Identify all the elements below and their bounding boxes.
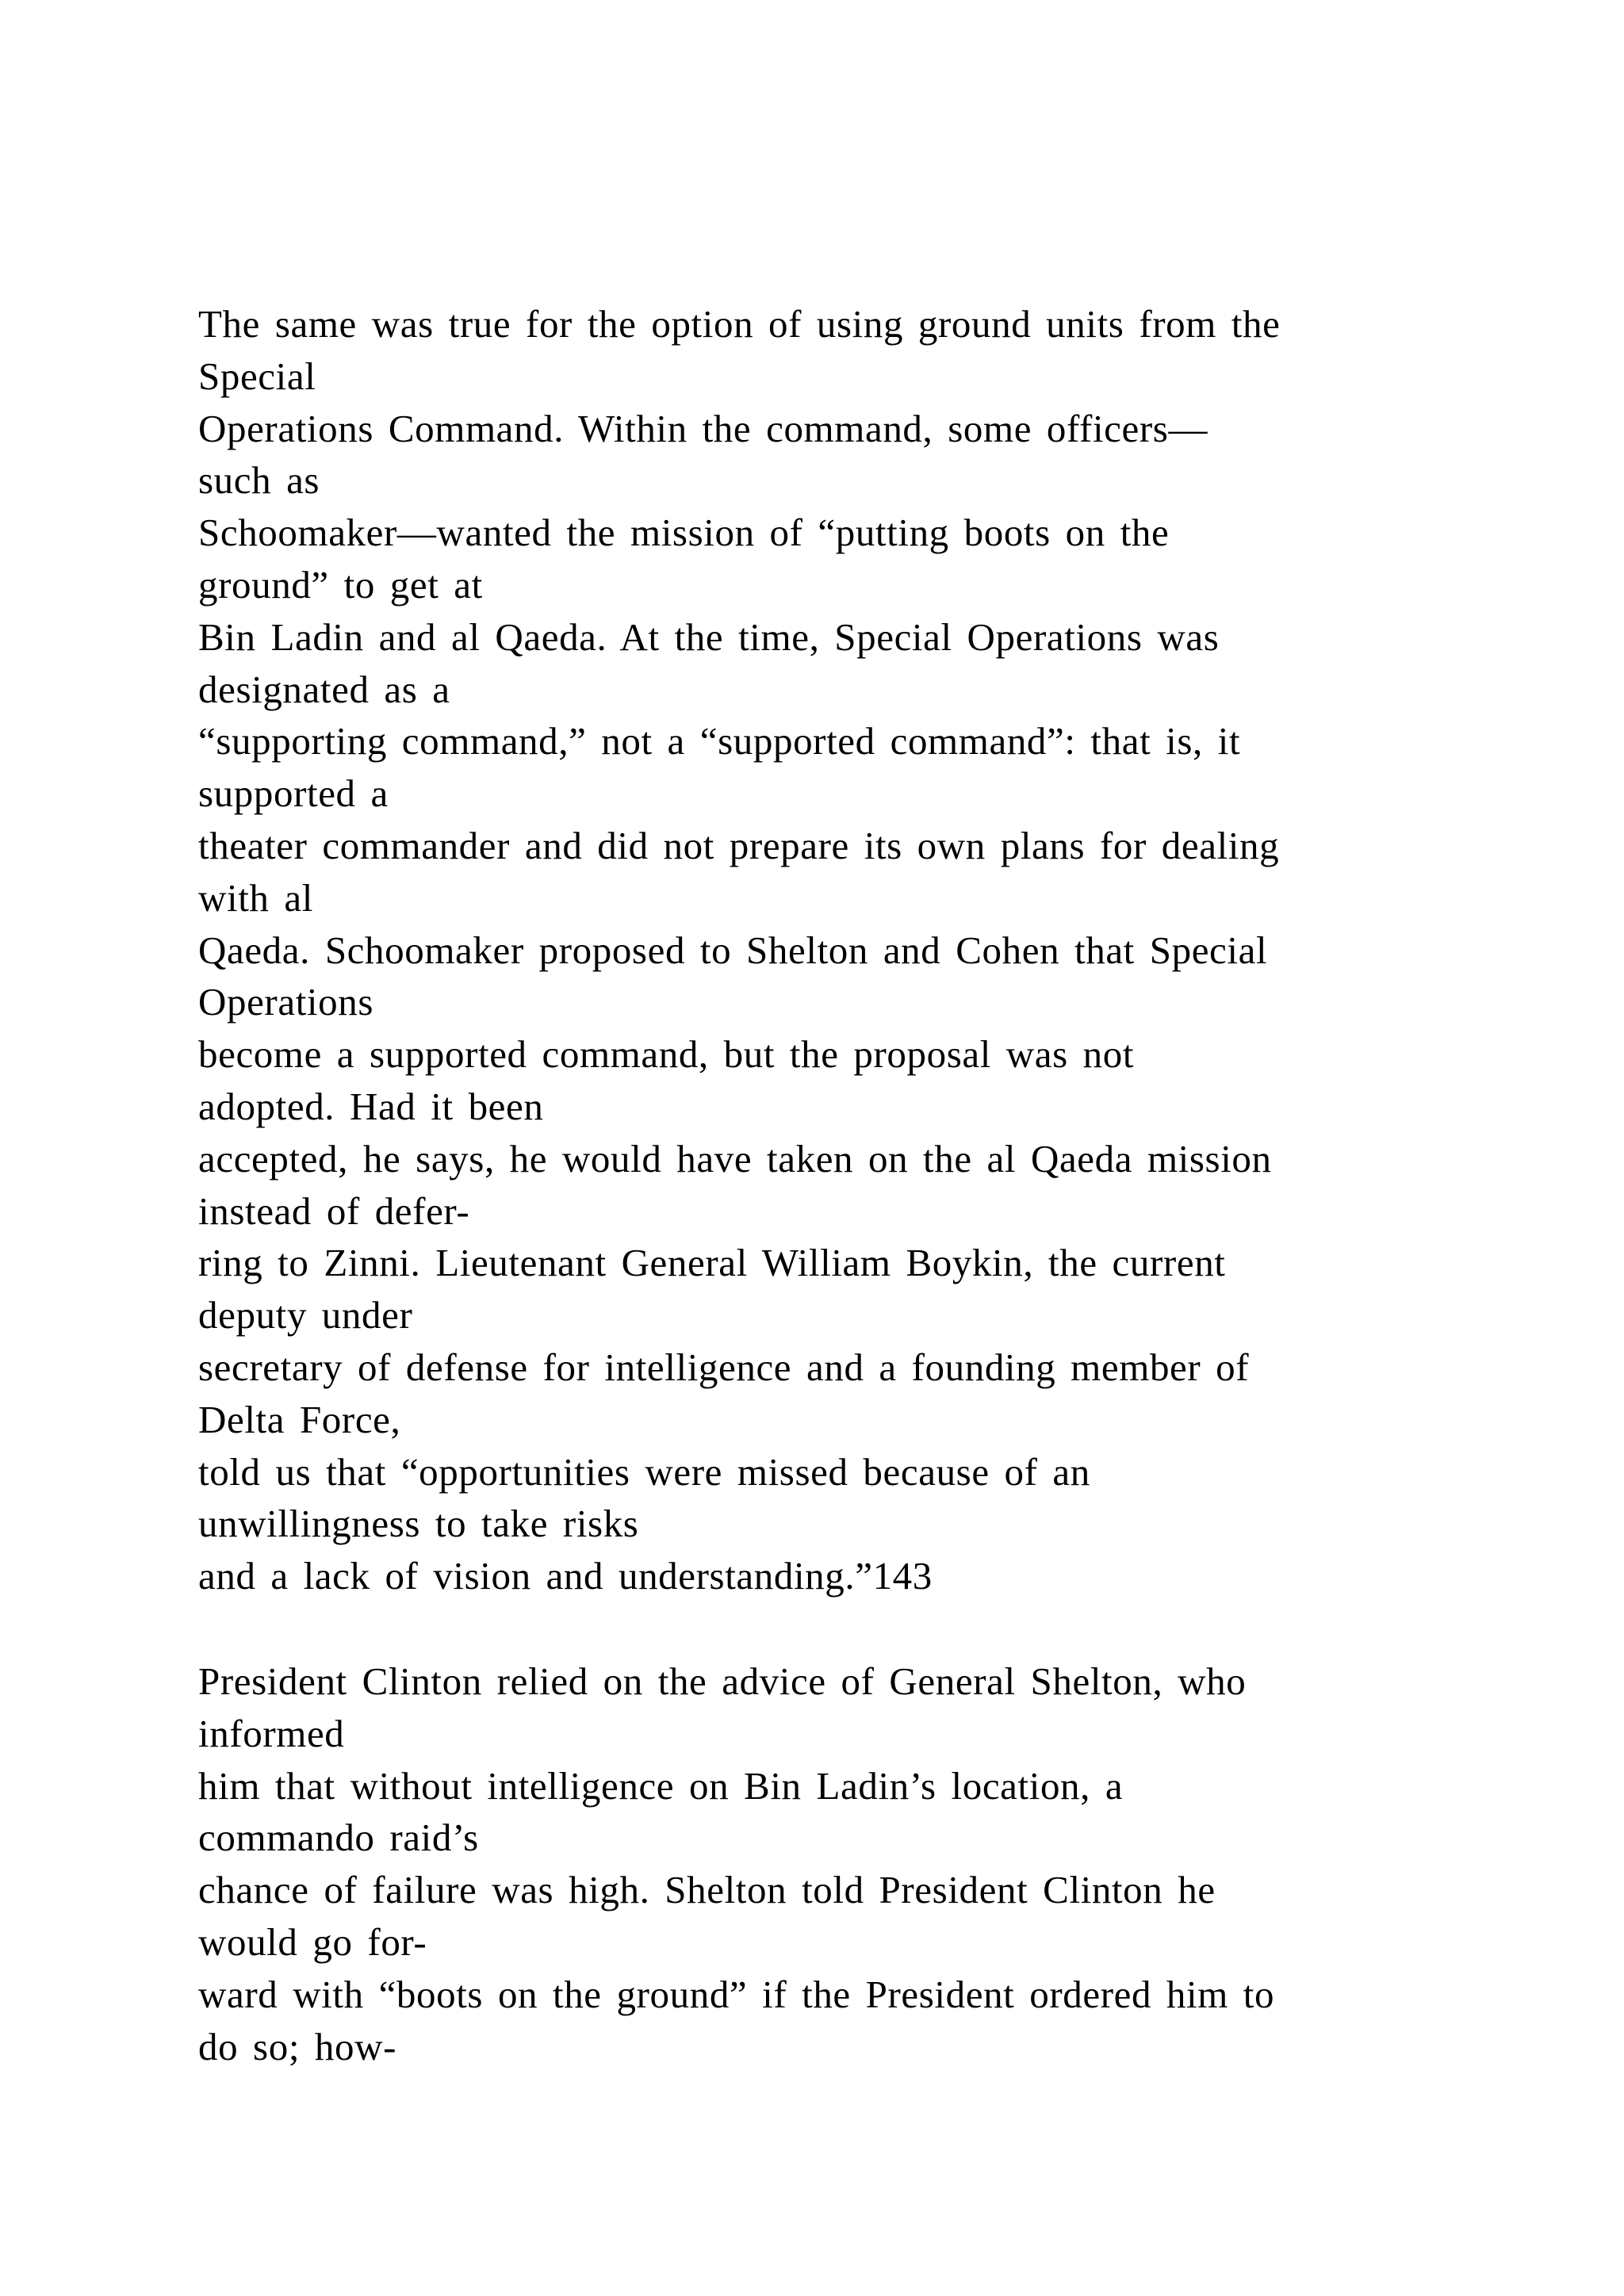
text-line: Operations bbox=[198, 980, 373, 1024]
text-line: informed bbox=[198, 1711, 345, 1755]
text-line: The same was true for the option of using ground units from the bbox=[198, 302, 1281, 346]
text-line: Qaeda. Schoomaker proposed to Shelton and Cohen that Special bbox=[198, 928, 1268, 972]
text-line: unwillingness to take risks bbox=[198, 1502, 639, 1546]
text-line: with al bbox=[198, 875, 313, 920]
text-line: and a lack of vision and understanding.”143 bbox=[198, 1554, 933, 1598]
text-line: adopted. Had it been bbox=[198, 1084, 544, 1128]
paragraph-clinton-shelton bbox=[198, 1655, 1546, 2072]
text-line: ground” to get at bbox=[198, 562, 483, 607]
text-line: ward with “boots on the ground” if the President ordered him to bbox=[198, 1972, 1275, 2016]
text-line: deputy under bbox=[198, 1293, 413, 1337]
text-line: theater commander and did not prepare its own plans for dealing bbox=[198, 823, 1280, 867]
text-line: accepted, he says, he would have taken on the al Qaeda mission bbox=[198, 1136, 1272, 1181]
text-line: ring to Zinni. Lieutenant General William Boykin, the current bbox=[198, 1241, 1226, 1285]
text-line: him that without intelligence on Bin Ladin’s location, a bbox=[198, 1763, 1124, 1808]
paragraph-special-operations bbox=[198, 298, 1546, 1602]
text-line: chance of failure was high. Shelton told President Clinton he bbox=[198, 1868, 1216, 1912]
text-line: become a supported command, but the proposal was not bbox=[198, 1032, 1135, 1077]
text-line: Bin Ladin and al Qaeda. At the time, Special Operations was bbox=[198, 614, 1220, 659]
text-line: instead of defer- bbox=[198, 1188, 470, 1233]
text-line: “supporting command,” not a “supported command”: that is, it bbox=[198, 719, 1241, 763]
text-line: such as bbox=[198, 458, 320, 503]
text-line: supported a bbox=[198, 771, 389, 816]
text-line: designated as a bbox=[198, 667, 450, 711]
text-line: Delta Force, bbox=[198, 1397, 401, 1441]
text-line: Special bbox=[198, 354, 316, 398]
text-line: Schoomaker—wanted the mission of “putting boots on the bbox=[198, 511, 1170, 555]
text-line: Operations Command. Within the command, some officers— bbox=[198, 406, 1208, 450]
text-line: told us that “opportunities were missed because of an bbox=[198, 1449, 1090, 1494]
text-line: do so; how- bbox=[198, 2024, 396, 2068]
text-line: would go for- bbox=[198, 1919, 427, 1964]
text-line: commando raid’s bbox=[198, 1816, 479, 1860]
text-line: secretary of defense for intelligence and a founding member of bbox=[198, 1345, 1250, 1389]
text-line: President Clinton relied on the advice of General Shelton, who bbox=[198, 1659, 1247, 1703]
